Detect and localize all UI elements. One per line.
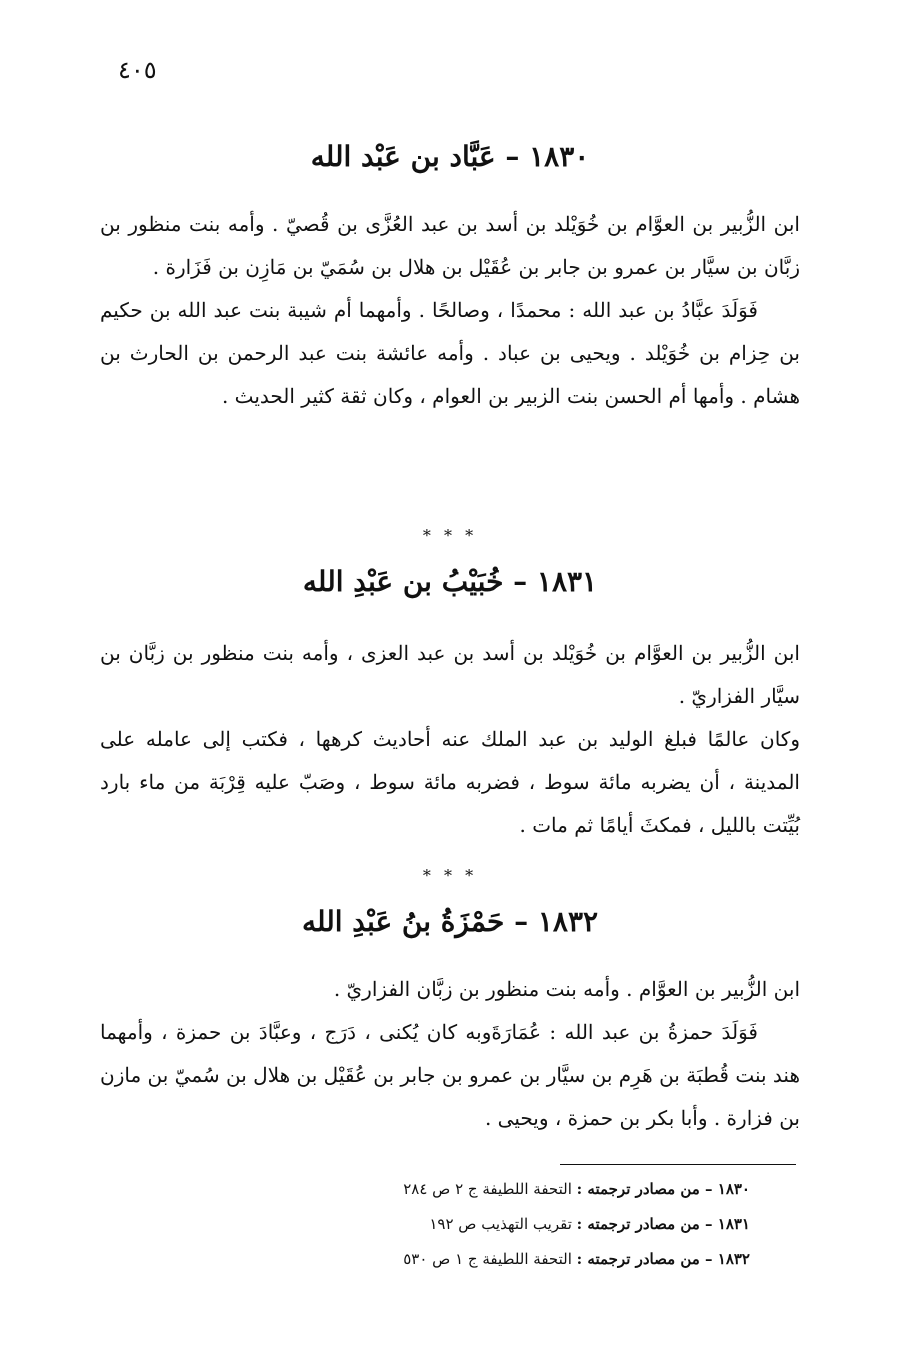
- entry-1832-paragraph-children: فَوَلَدَ حمزةُ بن عبد الله : عُمَارَةَوبه كان يُكنى ، دَرَج ، وعبَّادَ بن حمزة ، وأمهما هند بنت قُطبَة بن هَرِم بن سيَّار بن عمرو بن جابر بن عُقَيْل بن هلال بن سُميّ بن مازن بن فزارة . وأبا بكر بن حمزة ، ويحيى .: [100, 1020, 800, 1130]
- entry-1831-paragraph-biography: وكان عالمًا فبلغ الوليد بن عبد الملك عنه أحاديث كرهها ، فكتب إلى عامله على المدينة ، أن يضربه مائة سوط ، فضربه مائة سوط ، وصَبّ عليه قِرْبَة من ماء بارد بُيِّتت بالليل ، فمكثَ أيامًا ثم مات .: [100, 727, 800, 837]
- entry-title-1830: ١٨٣٠ – عَبَّاد بن عَبْد الله: [310, 140, 590, 173]
- entry-1830-paragraph-lineage: ابن الزُّبير بن العوَّام بن خُوَيْلد بن أسد بن عبد العُزَّى بن قُصيّ . وأمه بنت منظور بن زبَّان بن سيَّار بن عمرو بن جابر بن عُقَيْل بن هلال بن سُمَيّ بن مَازِن بن فَزَارة .: [100, 212, 800, 279]
- footnote-divider: [560, 1164, 796, 1165]
- footnote-source: التحفة اللطيفة ج ٢ ص ٢٨٤: [403, 1180, 572, 1198]
- footnote-1830: [100, 1172, 800, 1207]
- footnote-label: ١٨٣٠ – من مصادر ترجمته :: [576, 1180, 750, 1198]
- footnotes: [100, 1172, 800, 1277]
- section-separator: * * *: [422, 866, 478, 885]
- footnote-source: تقريب التهذيب ص ١٩٢: [429, 1215, 572, 1233]
- entry-title-1832: ١٨٣٢ – حَمْزَةُ بنُ عَبْدِ الله: [301, 905, 599, 938]
- entry-body-1832: [100, 968, 800, 1140]
- footnote-label: ١٨٣٢ – من مصادر ترجمته :: [576, 1250, 750, 1268]
- page-number: ٤٠٥: [118, 56, 157, 84]
- footnote-1832: [100, 1242, 800, 1277]
- entry-1830-paragraph-children: فَوَلَدَ عبَّادُ بن عبد الله : محمدًا ، وصالحًا . وأمهما أم شيبة بنت عبد الله بن حكيم بن حِزام بن خُوَيْلد . ويحيى بن عباد . وأمه عائشة بنت عبد الرحمن بن الحارث بن هشام . وأمها أم الحسن بنت الزبير بن العوام ، وكان ثقة كثير الحديث .: [100, 298, 800, 408]
- entry-1831-paragraph-lineage: ابن الزُّبير بن العوَّام بن خُوَيْلد بن أسد بن عبد العزى ، وأمه بنت منظور بن زبَّان بن سيَّار الفزاريّ .: [100, 641, 800, 708]
- footnote-label: ١٨٣١ – من مصادر ترجمته :: [576, 1215, 750, 1233]
- footnote-1831: [100, 1207, 800, 1242]
- entry-1832-paragraph-lineage: ابن الزُّبير بن العوَّام . وأمه بنت منظور بن زبَّان الفزاريّ .: [333, 977, 800, 1001]
- entry-body-1831: [100, 632, 800, 847]
- section-separator: * * *: [422, 526, 478, 545]
- footnote-source: التحفة اللطيفة ج ١ ص ٥٣٠: [403, 1250, 572, 1268]
- entry-body-1830: [100, 203, 800, 418]
- entry-title-1831: ١٨٣١ – خُبَيْبُ بن عَبْدِ الله: [302, 565, 598, 598]
